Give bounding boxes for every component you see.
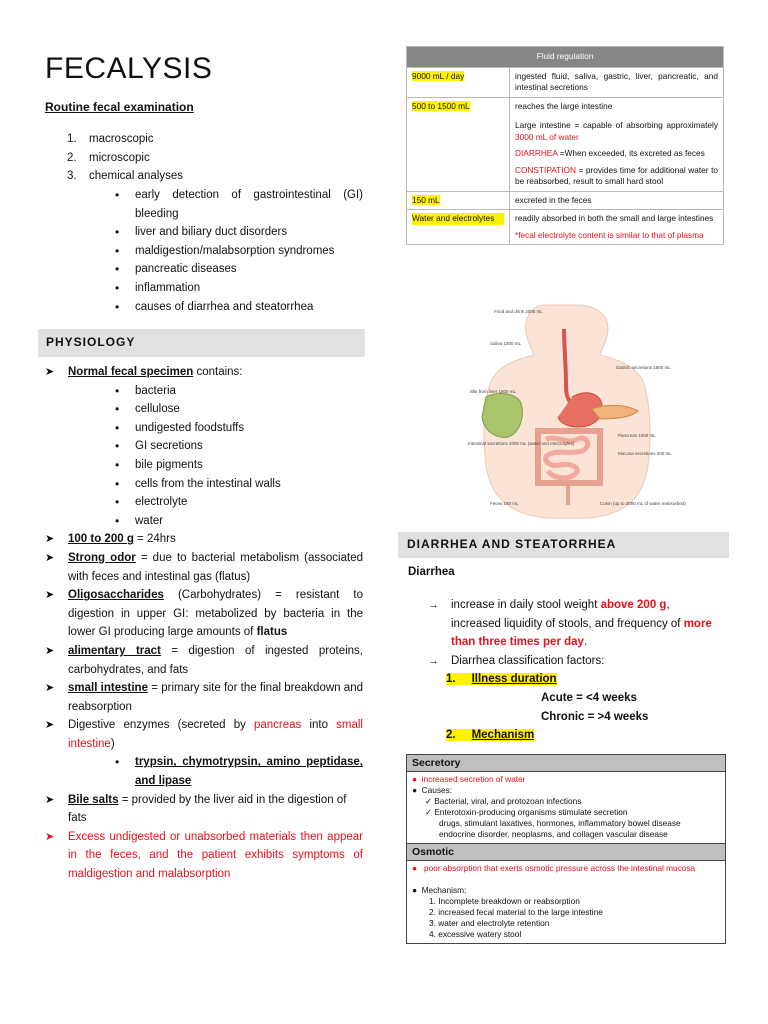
- list-item: ● Causes:: [412, 785, 453, 795]
- list-item: ✓ Bacterial, viral, and protozoan infections: [425, 796, 582, 806]
- list-item: • trypsin, chymotrypsin, amino peptidase, and lipase: [115, 755, 363, 788]
- list-item: ➤ Bile salts = provided by the liver aid in the digestion of fats: [45, 793, 347, 825]
- chem-uses-list: [115, 186, 363, 316]
- physiology-section: [45, 363, 363, 884]
- exam-list: [67, 130, 367, 186]
- list-item: • water: [115, 513, 164, 528]
- figure-label-pancreas: Pancreas 1000 mL: [618, 433, 656, 438]
- figure-label-mucosa: Mucosa secretions 200 mL: [618, 451, 672, 456]
- mechanism-table: [406, 754, 726, 944]
- list-item: • inflammation: [115, 280, 201, 295]
- list-item: ➤ Excess undigested or unabsorbed materials then appear in the feces, and the patient exhibits symptoms of maldigestion and malabsorption: [45, 830, 363, 881]
- factor-1: 1. Illness duration: [446, 673, 557, 686]
- list-item: 3. chemical analyses: [67, 170, 183, 183]
- list-item: • liver and biliary duct disorders: [115, 225, 288, 240]
- list-item: 2. increased fecal material to the large intestine: [429, 907, 603, 917]
- physiology-heading: PHYSIOLOGY: [38, 329, 365, 357]
- list-item: ✓ Enterotoxin-producing organisms stimulate secretion: [425, 807, 628, 817]
- list-item: 2. microscopic: [67, 151, 150, 164]
- digestive-system-figure: [468, 305, 686, 520]
- list-item: ➤ Normal fecal specimen contains:: [45, 366, 243, 378]
- figure-label-gastric: Gastric secretions 1500 mL: [616, 365, 671, 370]
- list-item: • bile pigments: [115, 457, 203, 472]
- list-item: ➤ Strong odor = due to bacterial metabolism (associated with feces and intestinal gas (flatus): [45, 551, 363, 583]
- secretory-body: [407, 772, 725, 843]
- routine-heading: Routine fecal examination: [45, 100, 194, 114]
- table-header: Fluid regulation: [407, 47, 724, 68]
- osmotic-body: [407, 861, 725, 943]
- figure-label-intestinal: Intestinal secretions 2000 mL (water and electrolytes): [468, 441, 575, 446]
- table-row: 150 mL excreted in the feces: [407, 191, 724, 210]
- list-item: • causes of diarrhea and steatorrhea: [115, 299, 314, 314]
- list-item: 3. water and electrolyte retention: [429, 918, 550, 928]
- list-item: endocrine disorder, neoplasms, and collagen vascular disease: [439, 829, 668, 839]
- figure-label-colon: Colon (up to 3000 mL of water reabsorbed): [600, 501, 686, 506]
- list-item: • bacteria: [115, 383, 176, 398]
- list-item: • GI secretions: [115, 439, 203, 454]
- figure-label-bile: Bile from liver 1500 mL: [470, 389, 517, 394]
- list-item: 1. macroscopic: [67, 133, 154, 145]
- diarrhea-heading: DIARRHEA AND STEATORRHEA: [398, 532, 729, 558]
- list-item: ➤ Oligosaccharides (Carbohydrates) = resistant to digestion in upper GI: metabolized by bacteria in the lower GI producing large amounts of flatus: [45, 589, 363, 639]
- fluid-regulation-table: [406, 46, 724, 245]
- list-item: 4. excessive watery stool: [429, 929, 522, 939]
- figure-label-feces: Feces 150 mL: [490, 501, 519, 506]
- list-item: → Diarrhea classification factors:: [428, 654, 605, 667]
- list-item: • undigested foodstuffs: [115, 420, 245, 435]
- list-item: ➤ 100 to 200 g = 24hrs: [45, 533, 176, 546]
- chronic-duration: Chronic = >4 weeks: [541, 710, 649, 723]
- list-item: • cells from the intestinal walls: [115, 476, 281, 491]
- contents-list: [45, 382, 363, 531]
- list-item: ➤ alimentary tract = digestion of ingested proteins, carbohydrates, and fats: [45, 644, 363, 676]
- secretory-heading: Secretory: [407, 755, 725, 772]
- list-item: • maldigestion/malabsorption syndromes: [115, 243, 335, 258]
- figure-label-food: Food and drink 2000 mL: [494, 309, 543, 314]
- page-title: FECALYSIS: [45, 52, 213, 85]
- osmotic-heading: Osmotic: [407, 843, 725, 861]
- factor-2: 2. Mechanism: [446, 729, 535, 742]
- list-item: • electrolyte: [115, 495, 188, 510]
- acute-duration: Acute = <4 weeks: [541, 691, 637, 704]
- list-item: drugs, stimulant laxatives, hormones, inflammatory bowel disease: [439, 818, 681, 828]
- list-item: • cellulose: [115, 402, 180, 417]
- table-row: Water and electrolytes readily absorbed in both the small and large intestines *fecal electrolyte content is similar to that of plasma: [407, 210, 724, 245]
- table-row: 9000 mL / day ingested fluid, saliva, gastric, liver, pancreatic, and intestinal secretions: [407, 67, 724, 97]
- list-item: ● poor absorption that exerts osmotic pressure across the intestinal mucosa: [412, 863, 696, 873]
- list-item: 1. Incomplete breakdown or reabsorption: [429, 896, 580, 906]
- list-item: ➤ small intestine = primary site for the final breakdown and reabsorption: [45, 682, 363, 713]
- diarrhea-subheading: Diarrhea: [408, 566, 455, 578]
- list-item: • early detection of gastrointestinal (GI) bleeding: [115, 188, 363, 220]
- list-item: ● increased secretion of water: [412, 774, 526, 784]
- table-row: 500 to 1500 mL reaches the large intestine Large intestine = capable of absorbing approximately 3000 mL of water DIARRHEA =When exceeded, its excreted as feces CONSTIPATION = provides time for additional water to be reabsorbed, result to small hard stool: [407, 97, 724, 191]
- list-item: → increase in daily stool weight above 200 g, increased liquidity of stools, and frequency of more than three times per day.: [428, 599, 712, 649]
- list-item: ➤ Digestive enzymes (secreted by pancreas into small intestine): [45, 719, 363, 750]
- list-item: • pancreatic diseases: [115, 262, 237, 277]
- list-item: ● Mechanism:: [412, 885, 467, 895]
- figure-label-saliva: Saliva 1500 mL: [490, 341, 522, 346]
- diarrhea-section: [428, 596, 722, 745]
